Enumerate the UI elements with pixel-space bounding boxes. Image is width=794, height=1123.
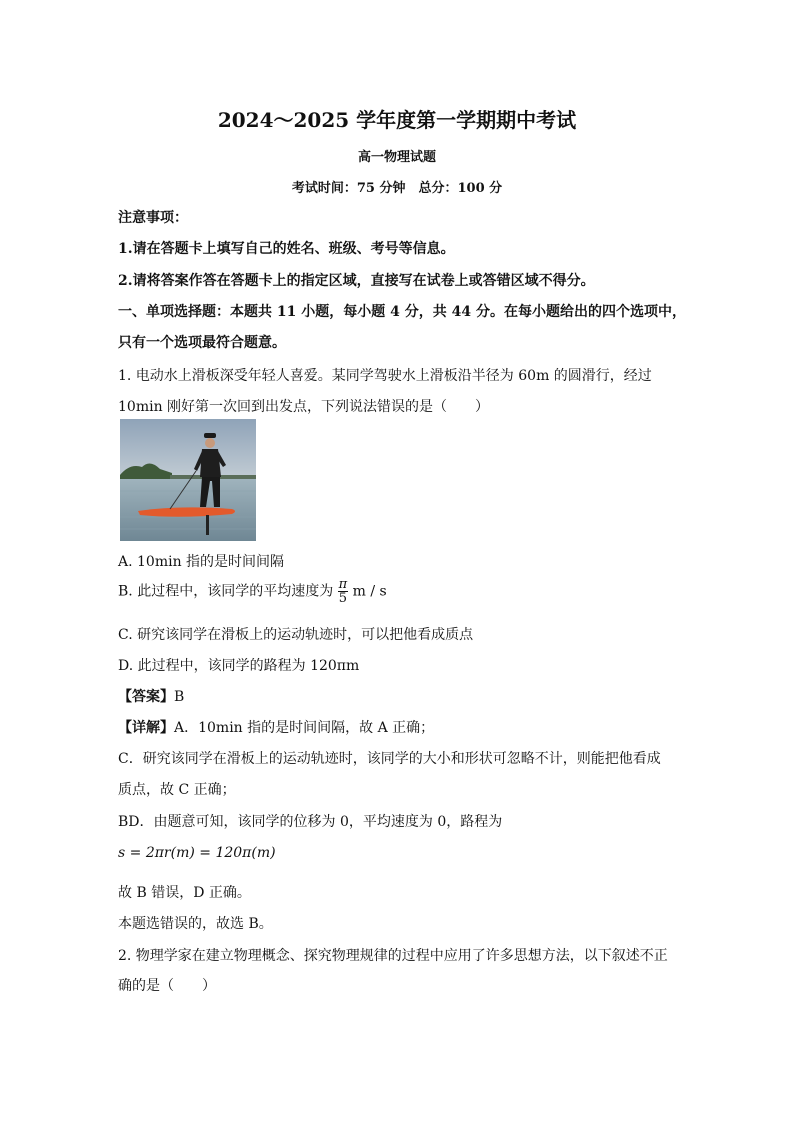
q1-option-b-text: B. 此过程中，该同学的平均速度为 [118,583,334,600]
fraction-denominator: 5 [338,591,348,606]
explain-a-text: A．10min 指的是时间间隔，故 A 正确； [174,720,435,736]
q1-option-b-unit: m / s [352,583,387,600]
q2-stem-line-2: 确的是（ ） [118,978,216,994]
q1-conclusion-2: 本题选错误的，故选 B。 [118,916,273,932]
q1-option-d: D. 此过程中，该同学的路程为 120πm [118,658,360,674]
q1-option-b [118,578,387,605]
q1-explain-c-line-1: C．研究该同学在滑板上的运动轨迹时，该同学的大小和形状可忽略不计，则能把他看成 [118,751,661,767]
exam-subtitle: 高一物理试题 [357,150,436,165]
fraction-numerator: π [338,577,348,592]
photo-illustration [120,419,256,541]
q1-formula: s = 2πr(m) = 120π(m) [118,845,276,861]
pi-over-five-fraction [338,578,349,605]
exam-title: 2024～2025 学年度第一学期期中考试 [217,108,577,132]
q1-answer [118,686,184,706]
answer-tag: 【答案】 [118,689,174,705]
notes-heading: 注意事项： [118,210,188,226]
q1-option-c: C. 研究该同学在滑板上的运动轨迹时，可以把他看成质点 [118,627,474,643]
section-heading-line-2: 只有一个选项最符合题意。 [118,335,286,351]
explain-tag: 【详解】 [118,720,174,736]
answer-value: B [174,689,185,705]
q1-explain-c-line-2: 质点，故 C 正确； [118,782,236,798]
q2-stem-line-1: 2. 物理学家在建立物理概念、探究物理规律的过程中应用了许多思想方法，以下叙述不正 [118,948,668,964]
notes-item-1: 1.请在答题卡上填写自己的姓名、班级、考号等信息。 [118,241,455,257]
exam-info: 考试时间：75 分钟 总分：100 分 [291,181,503,196]
q1-option-a: A. 10min 指的是时间间隔 [118,554,285,570]
q1-conclusion-1: 故 B 错误，D 正确。 [118,885,251,901]
section-heading-line-1: 一、单项选择题：本题共 11 小题，每小题 4 分，共 44 分。在每小题给出的四个选项中， [118,304,686,320]
q1-explain-a [118,717,434,737]
notes-item-2: 2.请将答案作答在答题卡上的指定区域，直接写在试卷上或答错区域不得分。 [118,273,595,289]
q1-explain-bd: BD．由题意可知，该同学的位移为 0，平均速度为 0，路程为 [118,814,503,830]
q1-stem-line-2: 10min 刚好第一次回到出发点，下列说法错误的是（ ） [118,399,490,415]
hydrofoil-board-photo [120,419,256,541]
q1-stem-line-1: 1. 电动水上滑板深受年轻人喜爱。某同学驾驶水上滑板沿半径为 60m 的圆滑行，经过 [118,368,652,384]
